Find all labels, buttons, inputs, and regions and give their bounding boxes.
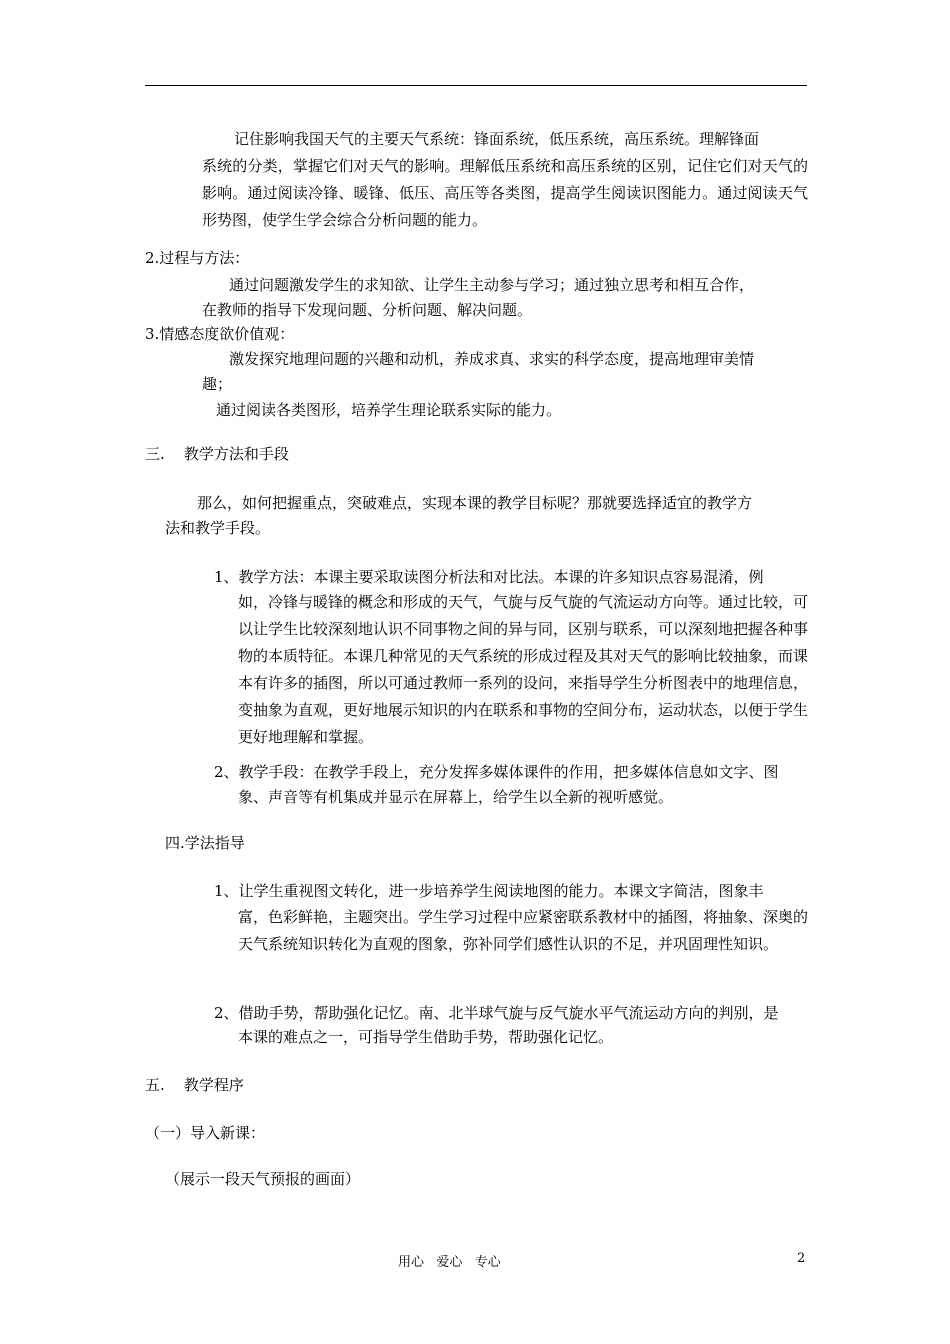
section4-item2-first-line: 2、借助手势，帮助强化记忆。南、北半球气旋与反气旋水平气流运动方向的判别，是 [214,1004,779,1022]
attitude-heading: 3.情感态度欲价值观： [145,325,295,343]
section3-item2-first-line: 2、教学手段：在教学手段上，充分发挥多媒体课件的作用，把多媒体信息如文字、图 [214,763,779,781]
attitude-para1-rest: 趣； [202,375,233,393]
page-number: 2 [797,1251,806,1266]
footer-motto: 用心 爱心 专心 [398,1255,501,1270]
section3-item2-rest: 象、声音等有机集成并显示在屏幕上，给学生以全新的视听感觉。 [238,788,674,806]
process-para-first-line: 通过问题激发学生的求知欲、让学生主动参与学习；通过独立思考和相互合作， [229,276,755,294]
knowledge-para-rest: 系统的分类，掌握它们对天气的影响。理解低压系统和高压系统的区别，记住它们对天气的影响。通过阅读冷锋、暖锋、低压、高压等各类图，提高学生阅读识图能力。通过阅读天气形势图，使学生学会综合分析问题的能力。 [202,157,808,229]
process-heading: 2.过程与方法： [145,249,250,267]
section3-intro-first-line: 那么，如何把握重点，突破难点，实现本课的教学目标呢？那就要选择适宜的教学方 [197,494,753,512]
section3-item1-rest: 如，冷锋与暖锋的概念和形成的天气，气旋与反气旋的气流运动方向等。通过比较，可以让学生比较深刻地认识不同事物之间的异与同，区别与联系，可以深刻地把握各种事物的本质特征。本课几种常见的天气系统的形成过程及其对天气的影响比较抽象，而课本有许多的插图，所以可通过教师一系列的设问，来指导学生分析图表中的地理信息，变抽象为直观，更好地展示知识的内在联系和事物的空间分布，运动状态，以便于学生更好地理解和掌握。 [238,593,809,746]
knowledge-para-first-line: 记住影响我国天气的主要天气系统：锋面系统，低压系统，高压系统。理解锋面 [234,130,760,148]
section3-item1-first-line: 1、教学方法：本课主要采取读图分析法和对比法。本课的许多知识点容易混淆，例 [214,568,764,586]
section5-heading: 五. 教学程序 [145,1076,244,1094]
header-rule [145,85,807,86]
section4-heading: 四.学法指导 [165,834,245,852]
attitude-para1-first-line: 激发探究地理问题的兴趣和动机，养成求真、求实的科学态度，提高地理审美情 [229,350,755,368]
section4-item1-rest: 富，色彩鲜艳，主题突出。学生学习过程中应紧密联系教材中的插图，将抽象、深奥的天气系统知识转化为直观的图象，弥补同学们感性认识的不足，并巩固理性知识。 [238,908,809,953]
section5-sub1: （一）导入新课： [145,1124,266,1142]
section5-sub1-note: （展示一段天气预报的画面） [165,1170,361,1188]
attitude-para2: 通过阅读各类图形，培养学生理论联系实际的能力。 [216,401,562,419]
section4-item1-first-line: 1、让学生重视图文转化，进一步培养学生阅读地图的能力。本课文字简洁，图象丰 [214,882,764,900]
section3-heading: 三. 教学方法和手段 [145,445,289,463]
section4-item2-rest: 本课的难点之一，可指导学生借助手势，帮助强化记忆。 [238,1028,614,1046]
section3-intro-rest: 法和教学手段。 [165,519,271,537]
process-para-rest: 在教师的指导下发现问题、分析问题、解决问题。 [202,301,533,319]
